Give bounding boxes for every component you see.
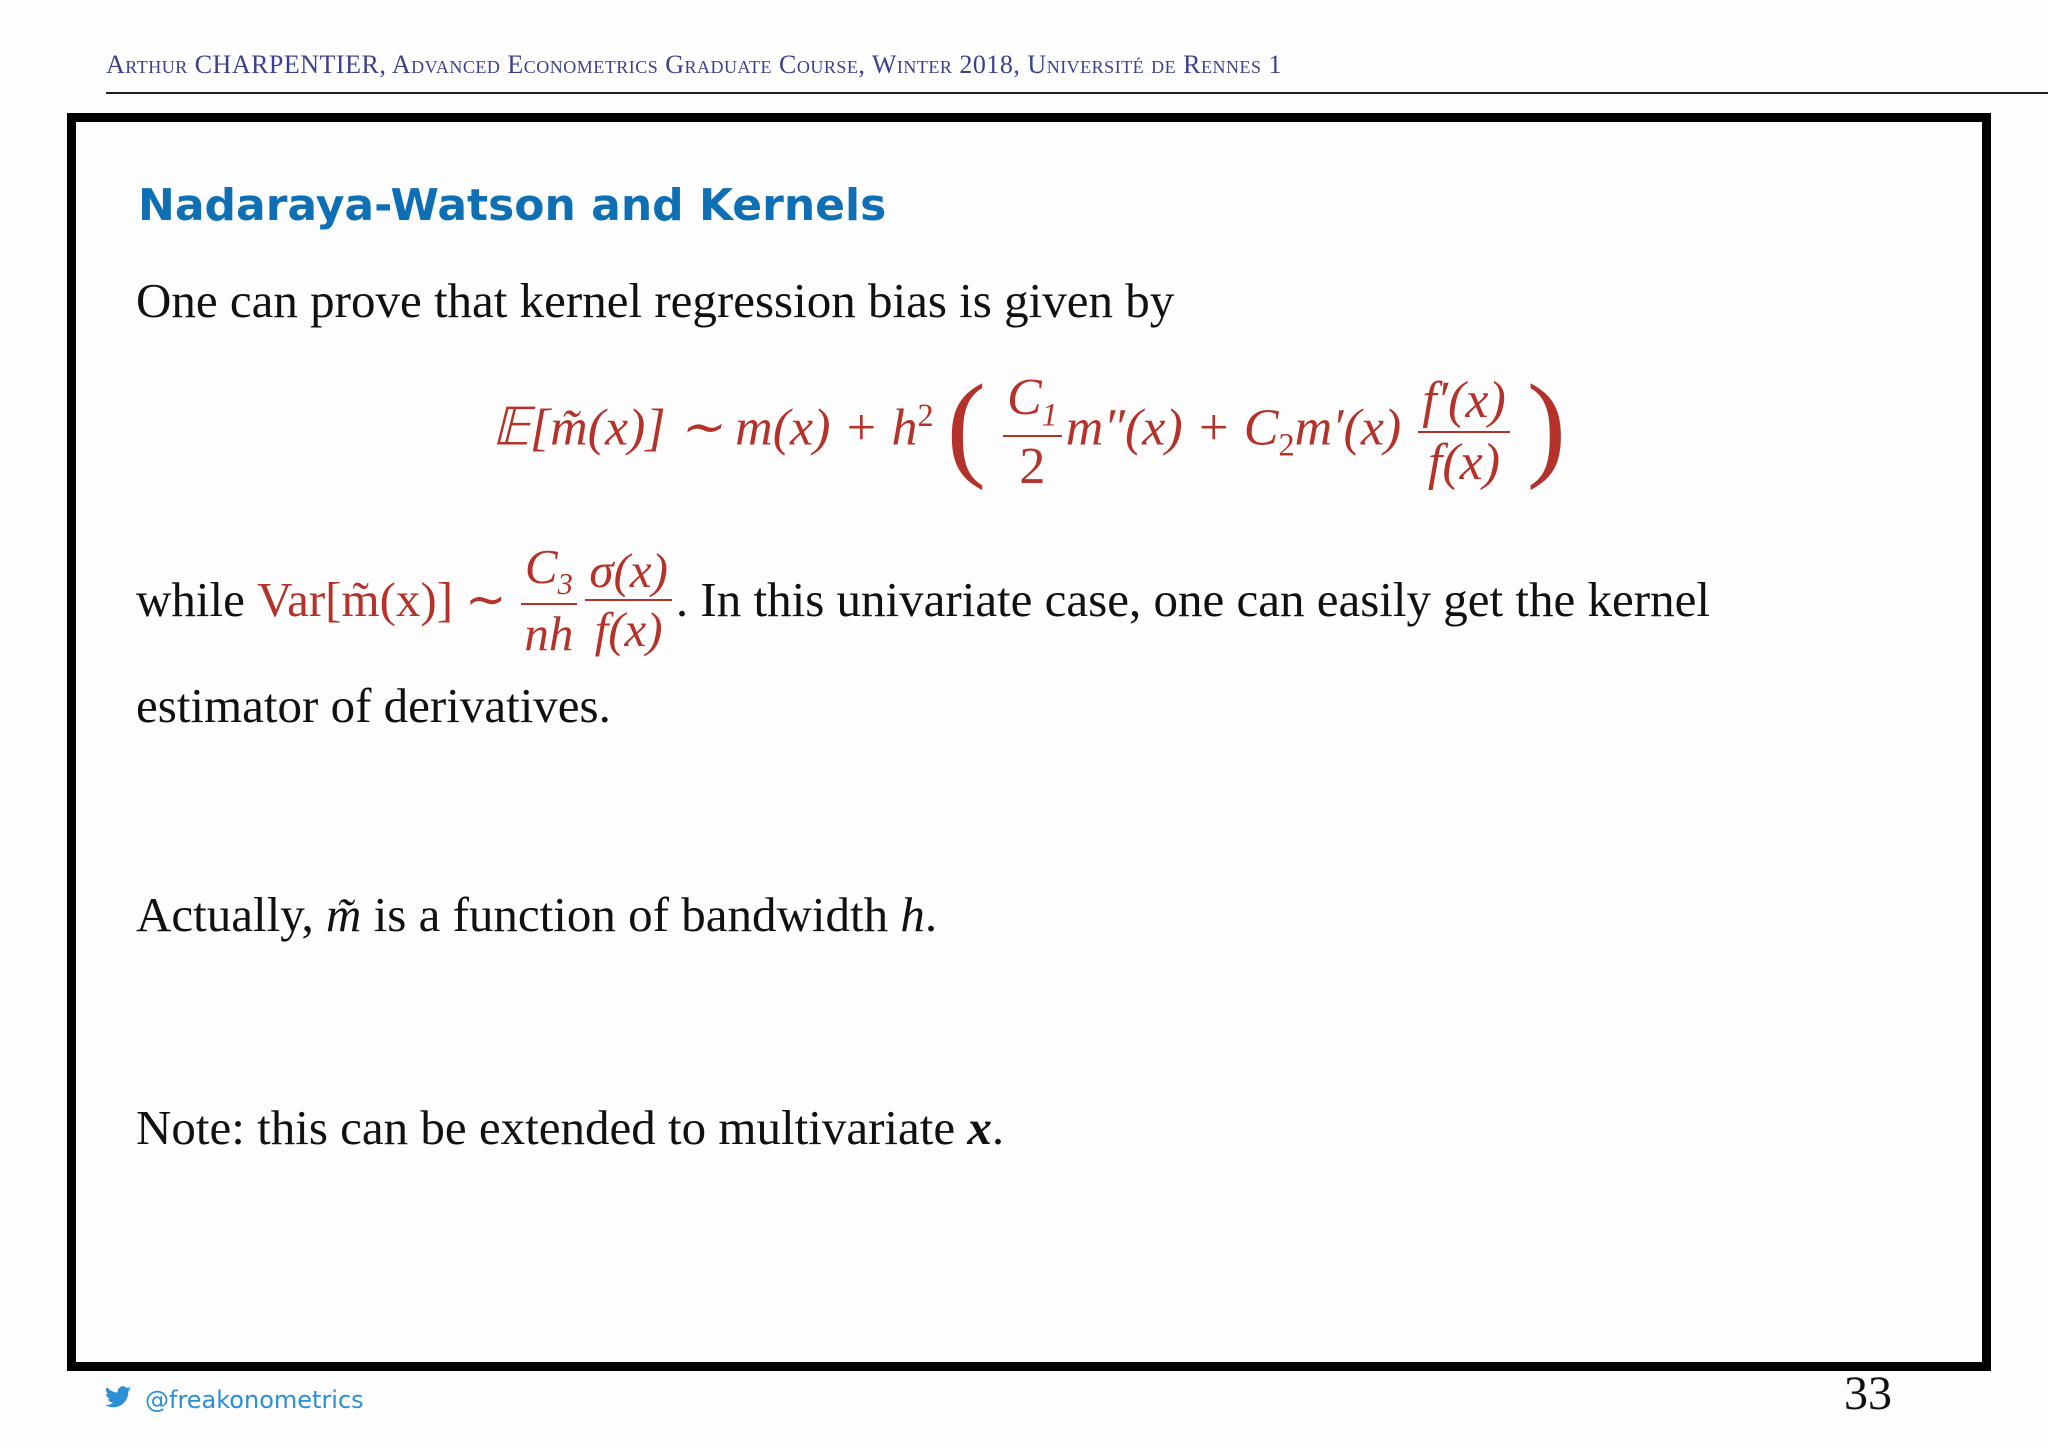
frac2-denominator: f(x) xyxy=(1427,434,1501,492)
note-end: . xyxy=(991,1100,1005,1155)
page-number: 33 xyxy=(1844,1367,1892,1420)
actually-h: h xyxy=(900,887,925,942)
var-f1-numerator-sub: 3 xyxy=(557,566,573,601)
fraction-fprime-over-f xyxy=(1418,372,1510,492)
variance-line-2: estimator of derivatives. xyxy=(136,678,611,733)
actually-prefix: Actually, xyxy=(136,887,327,942)
variance-suffix: . In this univariate case, one can easily get the kernel xyxy=(675,571,1710,627)
equation-middle2: m′(x) xyxy=(1294,399,1402,457)
note-x: x xyxy=(967,1100,992,1155)
header-rule xyxy=(106,92,2048,94)
slide-title: Nadaraya-Watson and Kernels xyxy=(138,180,887,231)
actually-m: m̃ xyxy=(326,887,362,942)
variance-fraction-2 xyxy=(585,543,672,658)
equation-exponent: 2 xyxy=(917,396,934,433)
var-f2-denominator: f(x) xyxy=(594,602,663,658)
frac1-denominator: 2 xyxy=(1019,437,1046,495)
variance-line xyxy=(136,539,1710,662)
var-f1-numerator: C xyxy=(524,539,558,594)
var-f1-denominator: nh xyxy=(524,606,574,662)
frac1-numerator-sub: 1 xyxy=(1041,396,1058,433)
actually-middle: is a function of bandwidth xyxy=(361,887,901,942)
actually-line xyxy=(136,886,937,945)
note-line xyxy=(136,1099,1004,1158)
left-paren: ( xyxy=(946,360,986,492)
note-prefix: Note: this can be extended to multivariate xyxy=(136,1100,968,1155)
slide-frame xyxy=(67,113,1991,1371)
twitter-bird-icon xyxy=(105,1386,131,1414)
right-paren: ) xyxy=(1526,360,1567,492)
actually-end: . xyxy=(924,887,938,942)
equation-lhs: 𝔼[m̃(x)] ∼ m(x) + h xyxy=(491,399,918,457)
var-f2-numerator: σ(x) xyxy=(585,546,672,601)
frac1-numerator: C xyxy=(1006,369,1042,426)
variance-expression: Var[m̃(x)] ∼ xyxy=(257,571,507,627)
twitter-handle[interactable]: @freakonometrics xyxy=(145,1386,364,1414)
equation-middle: m″(x) + C xyxy=(1065,399,1279,457)
bias-equation xyxy=(76,360,1982,495)
equation-middle-sub: 2 xyxy=(1278,426,1295,463)
slide-header: Arthur CHARPENTIER, Advanced Econometrics Graduate Course, Winter 2018, Université de Rennes 1 xyxy=(106,50,1283,79)
footer-handle[interactable] xyxy=(105,1386,364,1414)
intro-text: One can prove that kernel regression bias is given by xyxy=(136,273,1175,328)
frac2-numerator: f′(x) xyxy=(1418,375,1510,433)
variance-prefix: while xyxy=(136,571,258,627)
variance-fraction-1 xyxy=(520,539,577,662)
fraction-c1-over-2 xyxy=(1003,369,1062,495)
